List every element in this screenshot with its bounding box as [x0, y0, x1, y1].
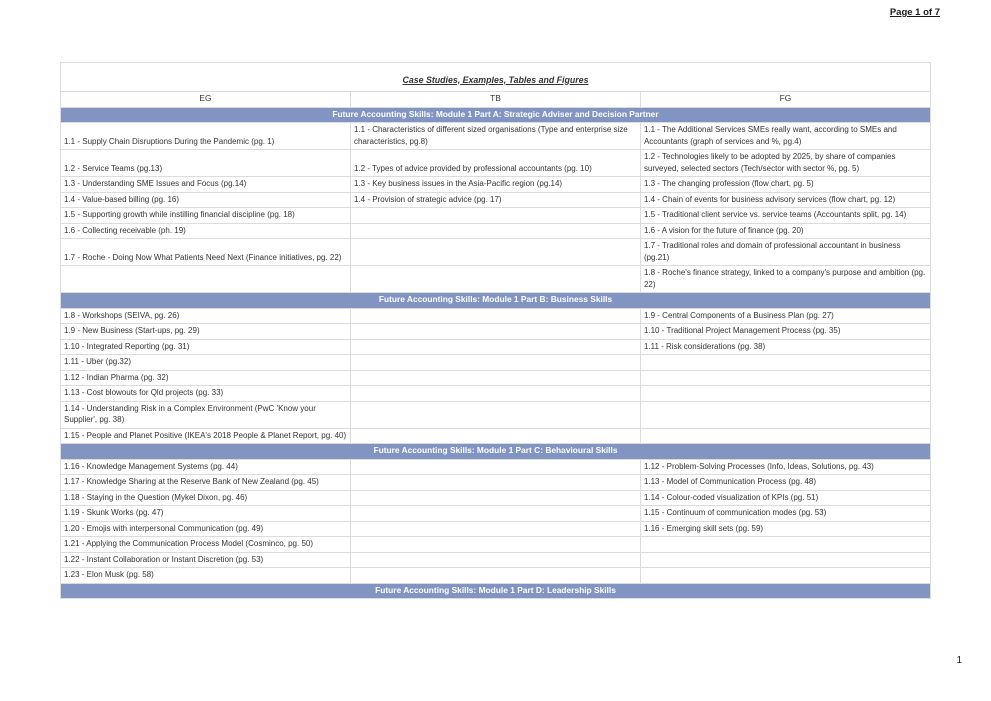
- table-cell: 1.8 - Workshops (SEIVA, pg. 26): [61, 308, 351, 324]
- table-row: [61, 386, 931, 402]
- table-row: [61, 537, 931, 553]
- table-row: [61, 266, 931, 293]
- table-row: [61, 192, 931, 208]
- table-cell: 1.2 - Types of advice provided by professional accountants (pg. 10): [350, 150, 640, 177]
- table-cell: [640, 537, 930, 553]
- table-cell: [350, 568, 640, 584]
- column-header-eg: EG: [61, 92, 351, 108]
- contents-table: [60, 62, 931, 599]
- table-cell: [350, 355, 640, 371]
- table-row: [61, 324, 931, 340]
- table-cell: 1.11 - Risk considerations (pg. 38): [640, 339, 930, 355]
- table-cell: [350, 428, 640, 444]
- table-cell: 1.8 - Roche's finance strategy, linked to a company's purpose and ambition (pg. 22): [640, 266, 930, 293]
- table-row: [61, 521, 931, 537]
- table-row: [61, 208, 931, 224]
- section-header-row: [61, 583, 931, 599]
- table-cell: 1.1 - Characteristics of different sized organisations (Type and enterprise size characteristics, pg.8): [350, 123, 640, 150]
- table-cell: [350, 266, 640, 293]
- table-cell: [350, 521, 640, 537]
- table-cell: [640, 552, 930, 568]
- contents-table-body: [61, 63, 931, 599]
- table-cell: [350, 339, 640, 355]
- table-cell: [640, 370, 930, 386]
- table-cell: 1.10 - Traditional Project Management Process (pg. 35): [640, 324, 930, 340]
- table-cell: [350, 552, 640, 568]
- section-header-row: [61, 107, 931, 123]
- table-row: [61, 475, 931, 491]
- table-cell: 1.9 - New Business (Start-ups, pg. 29): [61, 324, 351, 340]
- table-cell: [350, 370, 640, 386]
- page-header-label: Page 1 of 7: [889, 7, 940, 18]
- table-cell: 1.15 - People and Planet Positive (IKEA's 2018 People & Planet Report, pg. 40): [61, 428, 351, 444]
- table-cell: 1.4 - Provision of strategic advice (pg. 17): [350, 192, 640, 208]
- table-row: [61, 428, 931, 444]
- table-cell: [350, 223, 640, 239]
- table-cell: 1.10 - Integrated Reporting (pg. 31): [61, 339, 351, 355]
- table-cell: [640, 386, 930, 402]
- table-cell: 1.16 - Emerging skill sets (pg. 59): [640, 521, 930, 537]
- table-row: [61, 370, 931, 386]
- table-cell: 1.21 - Applying the Communication Process Model (Cosminco, pg. 50): [61, 537, 351, 553]
- table-cell: 1.4 - Chain of events for business advisory services (flow chart, pg. 12): [640, 192, 930, 208]
- section-header: Future Accounting Skills: Module 1 Part C: Behavioural Skills: [61, 444, 931, 460]
- section-header: Future Accounting Skills: Module 1 Part A: Strategic Adviser and Decision Partner: [61, 107, 931, 123]
- table-cell: 1.15 - Continuum of communication modes (pg. 53): [640, 506, 930, 522]
- table-cell: [640, 401, 930, 428]
- column-header-row: [61, 92, 931, 108]
- table-cell: 1.7 - Traditional roles and domain of professional accountant in business (pg.21): [640, 239, 930, 266]
- table-row: [61, 355, 931, 371]
- table-cell: 1.12 - Problem-Solving Processes (Info, Ideas, Solutions, pg. 43): [640, 459, 930, 475]
- section-header-row: [61, 293, 931, 309]
- table-cell: 1.6 - Collecting receivable (ph. 19): [61, 223, 351, 239]
- table-title: [61, 63, 931, 92]
- table-cell: [350, 386, 640, 402]
- table-cell: 1.20 - Emojis with interpersonal Communication (pg. 49): [61, 521, 351, 537]
- table-cell: [640, 428, 930, 444]
- table-row: [61, 568, 931, 584]
- table-cell: 1.1 - Supply Chain Disruptions During the Pandemic (pg. 1): [61, 123, 351, 150]
- table-cell: 1.5 - Supporting growth while instilling financial discipline (pg. 18): [61, 208, 351, 224]
- table-row: [61, 239, 931, 266]
- table-cell: 1.3 - Key business issues in the Asia-Pacific region (pg.14): [350, 177, 640, 193]
- table-cell: 1.1 - The Additional Services SMEs really want, according to SMEs and Accountants (graph of services and %, pg.4): [640, 123, 930, 150]
- table-cell: [350, 490, 640, 506]
- page-number: 1: [956, 655, 962, 666]
- table-cell: 1.2 - Service Teams (pg.13): [61, 150, 351, 177]
- table-cell: 1.2 - Technologies likely to be adopted by 2025, by share of companies surveyed, selected sectors (Tech/sector with sector %, pg. 5): [640, 150, 930, 177]
- table-cell: 1.16 - Knowledge Management Systems (pg. 44): [61, 459, 351, 475]
- table-cell: 1.12 - Indian Pharma (pg. 32): [61, 370, 351, 386]
- table-cell: 1.19 - Skunk Works (pg. 47): [61, 506, 351, 522]
- table-cell: [350, 208, 640, 224]
- table-title-row: [61, 63, 931, 92]
- table-cell: [350, 506, 640, 522]
- table-row: [61, 506, 931, 522]
- table-cell: 1.14 - Understanding Risk in a Complex Environment (PwC 'Know your Supplier', pg. 38): [61, 401, 351, 428]
- table-row: [61, 123, 931, 150]
- table-cell: 1.18 - Staying in the Question (Mykel Dixon, pg. 46): [61, 490, 351, 506]
- column-header-tb: TB: [350, 92, 640, 108]
- table-cell: [350, 401, 640, 428]
- table-cell: 1.5 - Traditional client service vs. service teams (Accountants split, pg. 14): [640, 208, 930, 224]
- table-row: [61, 401, 931, 428]
- table-row: [61, 339, 931, 355]
- table-row: [61, 308, 931, 324]
- table-cell: 1.13 - Cost blowouts for Qld projects (pg. 33): [61, 386, 351, 402]
- table-cell: 1.22 - Instant Collaboration or Instant Discretion (pg. 53): [61, 552, 351, 568]
- table-row: [61, 552, 931, 568]
- table-cell: 1.11 - Uber (pg.32): [61, 355, 351, 371]
- table-cell: 1.6 - A vision for the future of finance (pg. 20): [640, 223, 930, 239]
- table-cell: [350, 537, 640, 553]
- column-header-fg: FG: [640, 92, 930, 108]
- table-cell: 1.14 - Colour-coded visualization of KPIs (pg. 51): [640, 490, 930, 506]
- table-cell: 1.23 - Elon Musk (pg. 58): [61, 568, 351, 584]
- table-cell: 1.9 - Central Components of a Business Plan (pg. 27): [640, 308, 930, 324]
- table-cell: [350, 459, 640, 475]
- table-title-text: Case Studies, Examples, Tables and Figures: [402, 74, 589, 85]
- section-header: Future Accounting Skills: Module 1 Part D: Leadership Skills: [61, 583, 931, 599]
- table-cell: [350, 475, 640, 491]
- section-header-row: [61, 444, 931, 460]
- table-cell: 1.3 - The changing profession (flow chart, pg. 5): [640, 177, 930, 193]
- table-row: [61, 223, 931, 239]
- table-cell: 1.17 - Knowledge Sharing at the Reserve Bank of New Zealand (pg. 45): [61, 475, 351, 491]
- table-cell: [350, 324, 640, 340]
- section-header: Future Accounting Skills: Module 1 Part B: Business Skills: [61, 293, 931, 309]
- table-row: [61, 490, 931, 506]
- table-cell: [350, 239, 640, 266]
- table-cell: [350, 308, 640, 324]
- table-cell: 1.4 - Value-based billing (pg. 16): [61, 192, 351, 208]
- table-row: [61, 177, 931, 193]
- table-row: [61, 150, 931, 177]
- table-cell: [640, 355, 930, 371]
- table-cell: 1.13 - Model of Communication Process (pg. 48): [640, 475, 930, 491]
- table-cell: [61, 266, 351, 293]
- table-cell: 1.3 - Understanding SME Issues and Focus (pg.14): [61, 177, 351, 193]
- table-cell: [640, 568, 930, 584]
- table-cell: 1.7 - Roche - Doing Now What Patients Need Next (Finance initiatives, pg. 22): [61, 239, 351, 266]
- table-row: [61, 459, 931, 475]
